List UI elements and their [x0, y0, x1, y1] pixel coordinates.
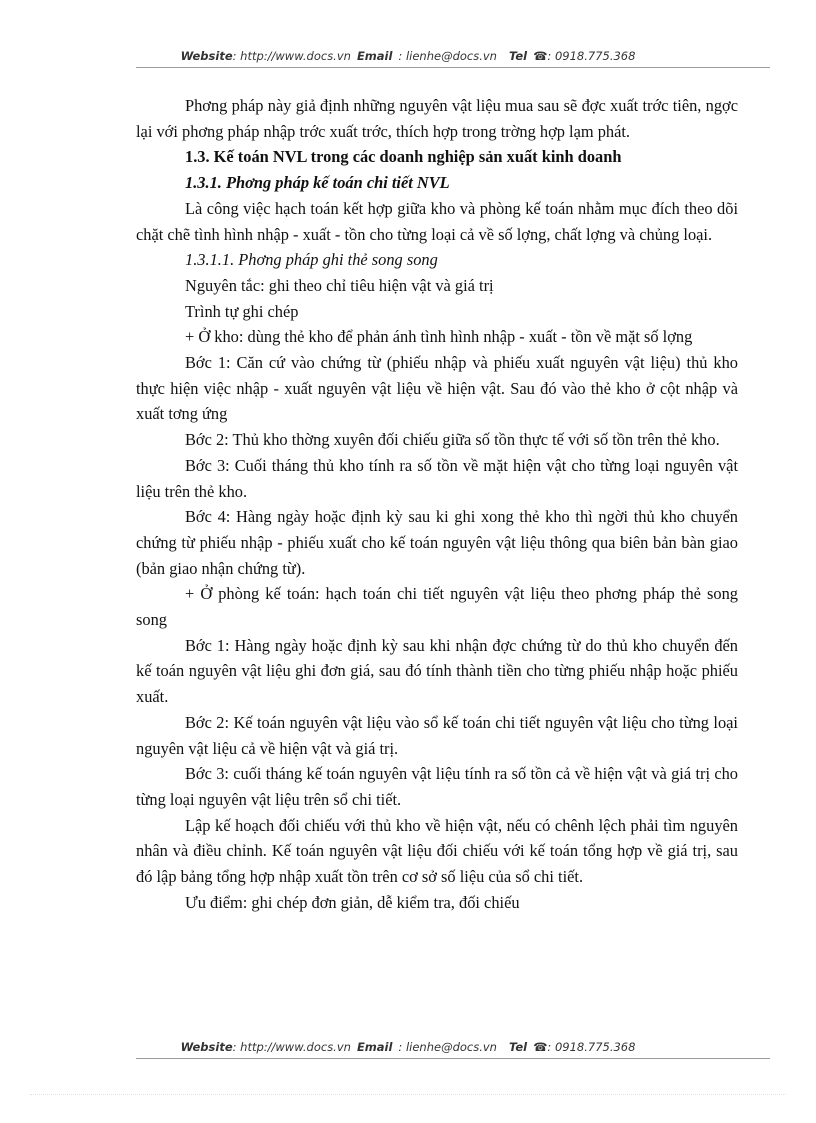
document-body: [136, 93, 738, 916]
subsection-heading: 1.3.1. Phơng pháp kế toán chi tiết NVL: [185, 173, 450, 193]
header-email-value: : lienhe@docs.vn: [398, 49, 497, 63]
header-website-value: : http://www.docs.vn: [232, 49, 351, 63]
header-email-label: Email: [356, 49, 393, 63]
paragraph: Bớc 4: Hàng ngày hoặc định kỳ sau ki ghi xong thẻ kho thì ngời thủ kho chuyển chứng từ phiếu nhập - phiếu xuất cho kế toán nguyên vật liệu thông qua biên bản bàn giao (bản giao nhận chứng từ).: [136, 507, 738, 578]
phone-icon: ☎: [533, 1040, 548, 1054]
footer-tel-value: : 0918.775.368: [547, 1040, 636, 1054]
footer-tel-label: Tel: [508, 1040, 528, 1054]
header-website-label: Website: [180, 49, 233, 63]
page-header: [0, 49, 816, 63]
page-footer: [0, 1040, 816, 1054]
header-tel-label: Tel: [508, 49, 528, 63]
paragraph: Phơng pháp này giả định những nguyên vật liệu mua sau sẽ đợc xuất trớc tiên, ngợc lại với phơng pháp nhập trớc xuất trớc, thích hợp trong trờng hợp lạm phát.: [136, 96, 738, 141]
paragraph: Bớc 2: Kế toán nguyên vật liệu vào sổ kế toán chi tiết nguyên vật liệu cho từng loại nguyên vật liệu cả về hiện vật và giá trị.: [136, 712, 738, 758]
footer-website-label: Website: [180, 1040, 233, 1054]
paragraph: Bớc 2: Thủ kho thờng xuyên đối chiếu giữa số tồn thực tế với số tồn trên thẻ kho.: [185, 430, 720, 450]
section-heading: 1.3. Kế toán NVL trong các doanh nghiệp sản xuất kinh doanh: [185, 147, 622, 167]
paragraph: Ưu điểm: ghi chép đơn giản, dễ kiểm tra, đối chiếu: [185, 892, 520, 912]
paragraph: Bớc 3: Cuối tháng thủ kho tính ra số tồn về mặt hiện vật cho từng loại nguyên vật liệu trên thẻ kho.: [136, 455, 738, 501]
footer-rule: [136, 1058, 770, 1059]
paragraph: Bớc 1: Căn cứ vào chứng từ (phiếu nhập và phiếu xuất nguyên vật liệu) thủ kho thực hiện việc nhập - xuất nguyên vật liệu về hiện vật. Sau đó vào thẻ kho ở cột nhập và xuất tơng ứng: [136, 353, 738, 424]
paragraph: Bớc 1: Hàng ngày hoặc định kỳ sau khi nhận đợc chứng từ do thủ kho chuyển đến kế toán nguyên vật liệu ghi đơn giá, sau đó tính thành tiền cho từng phiếu nhập hoặc phiếu xuất.: [136, 635, 738, 707]
paragraph: + Ở phòng kế toán: hạch toán chi tiết nguyên vật liệu theo phơng pháp thẻ song song: [136, 584, 738, 630]
paragraph: Là công việc hạch toán kết hợp giữa kho và phòng kế toán nhằm mục đích theo dõi chặt chẽ tình hình nhập - xuất - tồn cho từng loại cả về số lợng, chất lợng và chủng loại.: [136, 198, 738, 244]
subsubsection-heading: 1.3.1.1. Phơng pháp ghi thẻ song song: [185, 250, 438, 270]
paragraph: Bớc 3: cuối tháng kế toán nguyên vật liệu tính ra số tồn cả về hiện vật và giá trị cho từng loại nguyên vật liệu trên sổ chi tiết.: [136, 764, 738, 809]
phone-icon: ☎: [533, 49, 548, 63]
footer-email-value: : lienhe@docs.vn: [398, 1040, 497, 1054]
paragraph: Trình tự ghi chép: [185, 301, 299, 321]
paragraph: Nguyên tắc: ghi theo chỉ tiêu hiện vật và giá trị: [185, 275, 494, 295]
paragraph: Lập kế hoạch đối chiếu với thủ kho về hiện vật, nếu có chênh lệch phải tìm nguyên nhân và điều chỉnh. Kế toán nguyên vật liệu đối chiếu với kế toán tổng hợp về giá trị, sau đó lập bảng tổng hợp nhập xuất tồn trên cơ sở số liệu của sổ chi tiết.: [136, 815, 738, 887]
footer-website-value: : http://www.docs.vn: [232, 1040, 351, 1054]
page-bottom-border: [30, 1094, 786, 1095]
footer-email-label: Email: [356, 1040, 393, 1054]
paragraph: + Ở kho: dùng thẻ kho để phản ánh tình hình nhập - xuất - tồn về mặt số lợng: [185, 327, 693, 347]
header-rule: [136, 67, 770, 68]
header-tel-value: : 0918.775.368: [547, 49, 636, 63]
